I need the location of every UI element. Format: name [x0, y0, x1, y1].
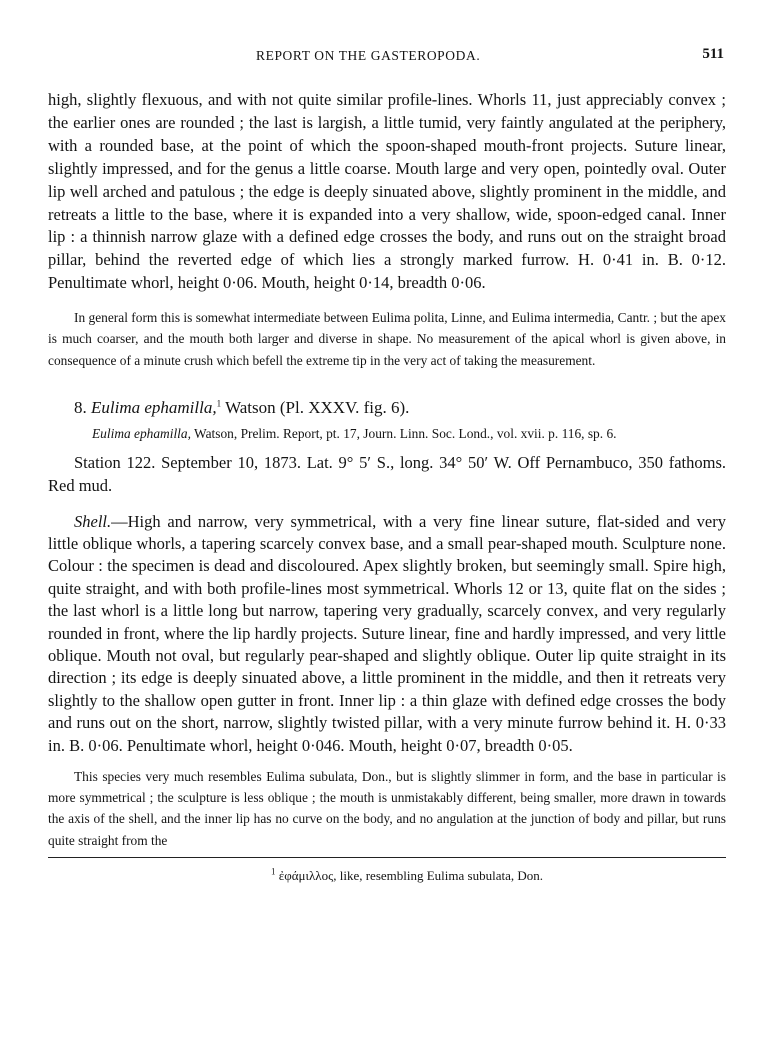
footnote-number: 1 — [270, 866, 276, 877]
page-header — [48, 40, 726, 68]
remark-paragraph-2: This species very much resembles Eulima subulata, Don., but is slightly slimmer in form, and the base in particular is more symmetrical ; the sculpture is less oblique ; the mouth is unmistakably different, being smaller, more drawn in towards the axis of the shell, and the inner lip has no curve on the body, and no angulation at the junction of body and pillar, but runs quite straight from the — [48, 769, 726, 848]
running-head: REPORT ON THE GASTEROPODA. — [256, 48, 481, 63]
footnote-text: ἐφάμιλλος, like, resembling Eulima subulata, Don. — [278, 867, 543, 883]
footnote — [48, 867, 726, 885]
continuation-paragraph: high, slightly flexuous, and with not quite similar profile-lines. Whorls 11, just appreciably convex ; the earlier ones are rounded ; the last is largish, a little tumid, very faintly angulated at the periphery, with a rounded base, at the point of which the spoon-shaped mouth-front projects. Suture linear, slightly impressed, and for the genus a little coarse. Mouth large and very open, pointedly oval. Outer lip well arched and patulous ; the edge is deeply sinuated above, slightly prominent in the middle, and retreats a little to the base, where it is expanded into a very shallow, wide, spoon-edged canal. Inner lip : a thinnish narrow glaze with a defined edge crosses the body, and runs out on the straight broad pillar, behind the reverted edge of which lies a strongly marked furrow. H. 0·41 in. B. 0·12. Penultimate whorl, height 0·06. Mouth, height 0·14, breadth 0·06. — [48, 90, 726, 293]
page-number: 511 — [702, 46, 724, 62]
remark-paragraph-1: In general form this is somewhat intermediate between Eulima polita, Linne, and Eulima intermedia, Cantr. ; but the apex is much coarser, and the mouth both larger and diverse in shape. No measurement of the apical whorl is given above, in consequence of a minute crush which befell the extreme tip in the very act of taking the measurement. — [48, 310, 726, 368]
species-author-plate: Watson (Pl. XXXV. fig. 6). — [225, 397, 410, 417]
species-number: 8. — [74, 397, 87, 417]
page — [48, 40, 726, 885]
species-heading — [48, 396, 726, 420]
shell-description — [48, 511, 726, 757]
synonym-citation: Watson, Prelim. Report, pt. 17, Journ. Linn. Soc. Lond., vol. xvii. p. 116, sp. 6. — [194, 425, 617, 441]
synonym-name: Eulima ephamilla, — [92, 425, 191, 441]
shell-text: —High and narrow, very symmetrical, with a very fine linear suture, flat-sided and very little oblique whorls, a tapering scarcely convex base, and a small pear-shaped mouth. Sculpture none. Colour : the specimen is dead and discoloured. Apex slightly broken, but seemingly small. Spire high, quite straight, and with both profile-lines most symmetrical. Whorls 12 or 13, quite flat on the sides ; the last whorl is a little long but narrow, tapering very gradually, scarcely convex, and very regularly rounded in front, where the lip hardly projects. Suture linear, fine and hardly impressed, and very little oblique. Mouth not oval, but regularly pear-shaped and slightly oblique. Outer lip quite straight in its direction ; its edge is deeply sinuated above, a little prominent in the middle, and then it retreats very slightly to the shallow open gutter in front. Inner lip : a thin glaze with defined edge crosses the body and runs out on the short, narrow, slightly twisted pillar, with a very minute furrow behind it. H. 0·33 in. B. 0·06. Penultimate whorl, height 0·046. Mouth, height 0·07, breadth 0·05. — [48, 511, 726, 755]
footnote-mark: 1 — [216, 398, 222, 409]
species-name: Eulima ephamilla, — [91, 397, 217, 417]
footnote-rule — [48, 857, 726, 858]
shell-label: Shell. — [74, 511, 112, 531]
station-record: Station 122. September 10, 1873. Lat. 9° 5′ S., long. 34° 50′ W. Off Pernambuco, 350 fathoms. Red mud. — [48, 452, 726, 496]
synonym-reference — [48, 424, 726, 444]
